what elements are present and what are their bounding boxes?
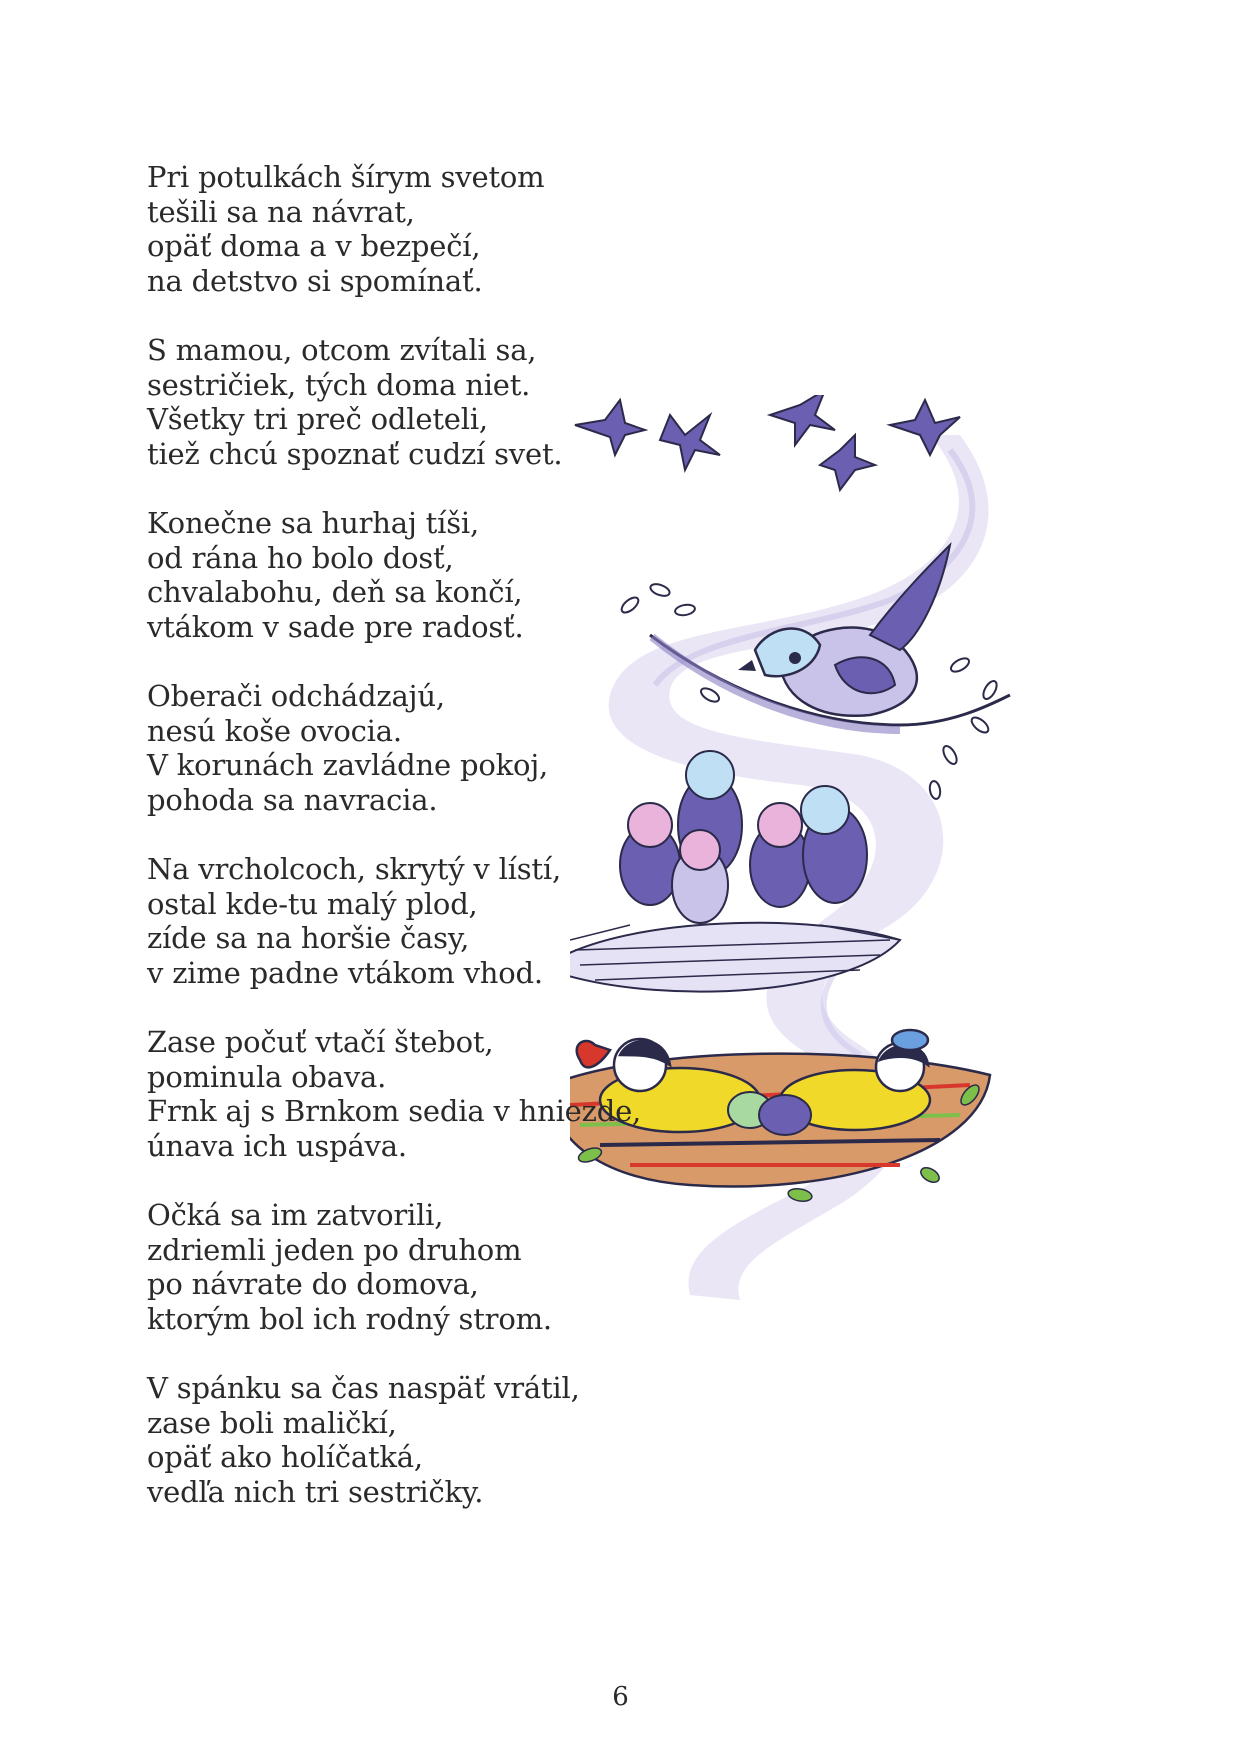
poem-line: vedľa nich tri sestričky. (147, 1474, 484, 1509)
poem-line: v zime padne vtákom vhod. (147, 955, 543, 990)
poem-line: Na vrcholcoch, skrytý v lístí, (147, 852, 561, 886)
poem-line: pominula obava. (147, 1059, 387, 1094)
poem-line: po návrate do domova, (147, 1267, 479, 1301)
poem-line: Oberači odchádzajú, (147, 679, 445, 713)
poem-line: Pri potulkách šírym svetom (147, 160, 545, 194)
poem-line: opäť doma a v bezpečí, (147, 229, 481, 263)
poem-line: Zase počuť vtačí štebot, (147, 1025, 494, 1059)
poem-text (147, 160, 707, 1544)
stanza (147, 1371, 707, 1509)
poem-line: tešili sa na návrat, (147, 194, 415, 229)
poem-line: sestričiek, tých doma niet. (147, 367, 531, 402)
poem-line: nesú koše ovocia. (147, 713, 402, 748)
stanza (147, 506, 707, 644)
poem-line: V spánku sa čas naspäť vrátil, (147, 1371, 580, 1405)
stanza (147, 1198, 707, 1336)
page-number: 6 (612, 1682, 629, 1712)
stanza (147, 160, 707, 298)
poem-line: Všetky tri preč odleteli, (147, 402, 488, 436)
poem-line: zíde sa na horšie časy, (147, 921, 470, 955)
poem-line: Konečne sa hurhaj tíši, (147, 506, 479, 540)
poem-line: pohoda sa navracia. (147, 782, 438, 817)
stanza (147, 852, 707, 990)
poem-line: Frnk aj s Brnkom sedia v hniezde, (147, 1094, 642, 1128)
poem-line: zase boli maličkí, (147, 1405, 397, 1440)
poem-line: zdriemli jeden po druhom (147, 1232, 522, 1267)
poem-line: opäť ako holíčatká, (147, 1440, 423, 1474)
poem-line: na detstvo si spomínať. (147, 263, 483, 298)
poem-line: tiež chcú spoznať cudzí svet. (147, 436, 563, 471)
poem-line: Očká sa im zatvorili, (147, 1198, 444, 1232)
poem-line: chvalabohu, deň sa končí, (147, 575, 523, 609)
poem-line: S mamou, otcom zvítali sa, (147, 333, 537, 367)
stanza (147, 1025, 707, 1163)
stanza (147, 333, 707, 471)
poem-line: ostal kde-tu malý plod, (147, 886, 478, 921)
poem-line: únava ich uspáva. (147, 1128, 407, 1163)
poem-line: ktorým bol ich rodný strom. (147, 1301, 552, 1336)
poem-line: od rána ho bolo dosť, (147, 540, 454, 575)
poem-line: vtákom v sade pre radosť. (147, 609, 524, 644)
stanza (147, 679, 707, 817)
poem-line: V korunách zavládne pokoj, (147, 748, 549, 782)
